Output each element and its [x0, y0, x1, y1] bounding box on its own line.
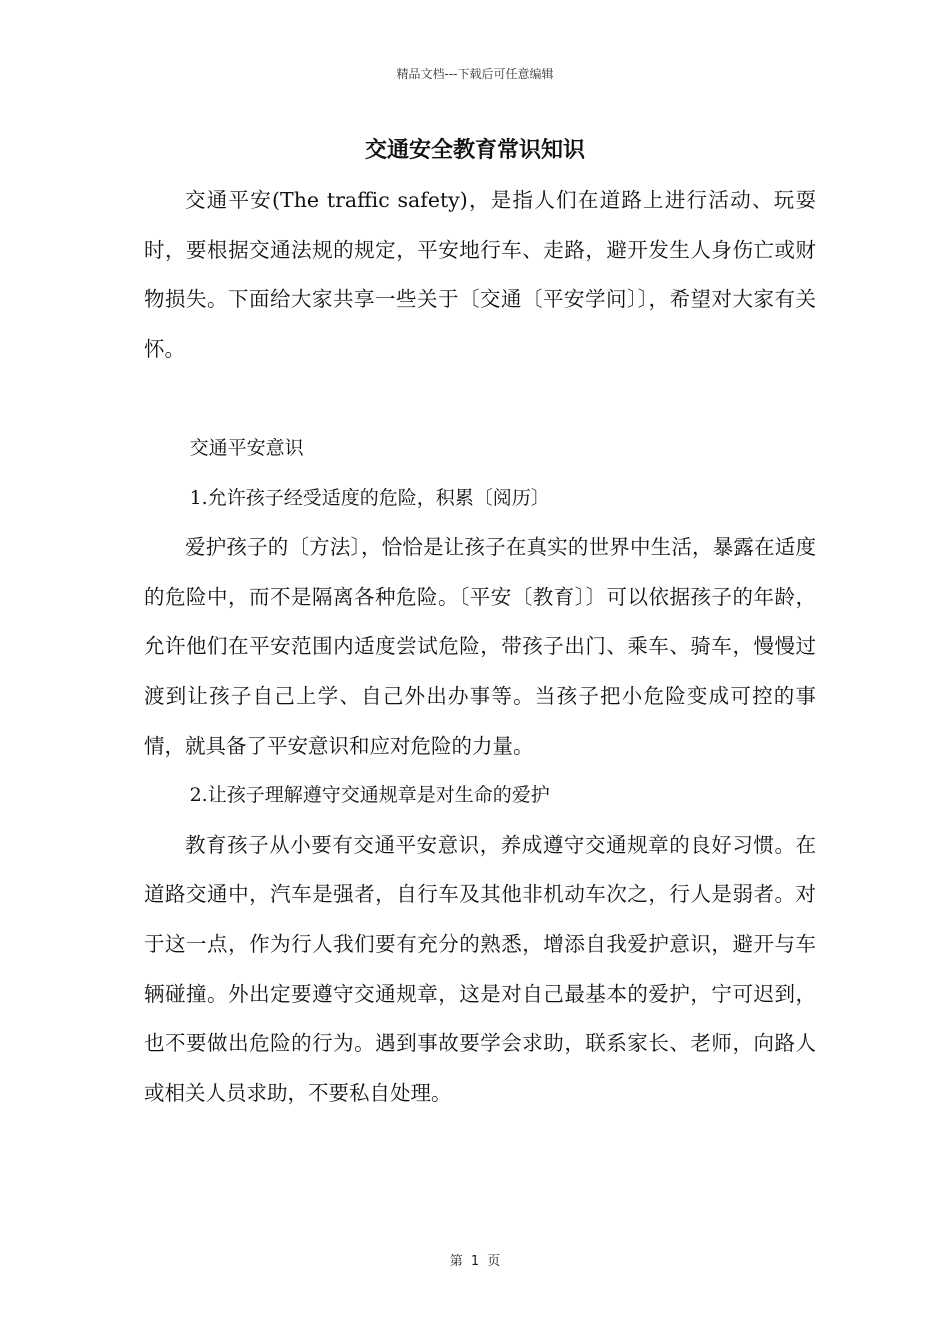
page-header: 精品文档---下载后可任意编辑 [396, 67, 554, 81]
section-heading: 交通平安意识 [189, 436, 304, 459]
item-heading-1: 1.允许孩子经受适度的危险，积累〔阅历〕 [189, 486, 550, 509]
page-number: 第 1 页 [449, 1254, 501, 1269]
document-title: 交通安全教育常识知识 [364, 138, 585, 163]
item-body-2: 教育孩子从小要有交通平安意识，养成遵守交通规章的良好习惯。在道路交通中，汽车是强者，自行车及其他非机动车次之，行人是弱者。对于这一点，作为行人我们要有充分的熟悉，增添自我爱护意识，避开与车辆碰撞。外出定要遵守交通规章，这是对自己最基本的爱护，宁可迟到，也不要做出危险的行为。遇到事故要学会求助，联系家长、老师，向路人或相关人员求助，不要私自处理。 [144, 832, 816, 1105]
item-body-1: 爱护孩子的〔方法〕，恰恰是让孩子在真实的世界中生活，暴露在适度的危险中，而不是隔离各种危险。〔平安〔教育〕〕可以依据孩子的年龄，允许他们在平安范围内适度尝试危险，带孩子出门、乘车、骑车，慢慢过渡到让孩子自己上学、自己外出办事等。当孩子把小危险变成可控的事情，就具备了平安意识和应对危险的力量。 [144, 535, 816, 758]
item-heading-2: 2.让孩子理解遵守交通规章是对生命的爱护 [189, 784, 550, 807]
paragraph-spacer [144, 374, 816, 424]
intro-paragraph: 交通平安(The traffic safety)，是指人们在道路上进行活动、玩耍时，要根据交通法规的规定，平安地行车、走路，避开发生人身伤亡或财物损失。下面给大家共享一些关于〔交通〔平安学问〕〕，希望对大家有关怀。 [144, 188, 816, 361]
document-body [144, 176, 816, 1118]
